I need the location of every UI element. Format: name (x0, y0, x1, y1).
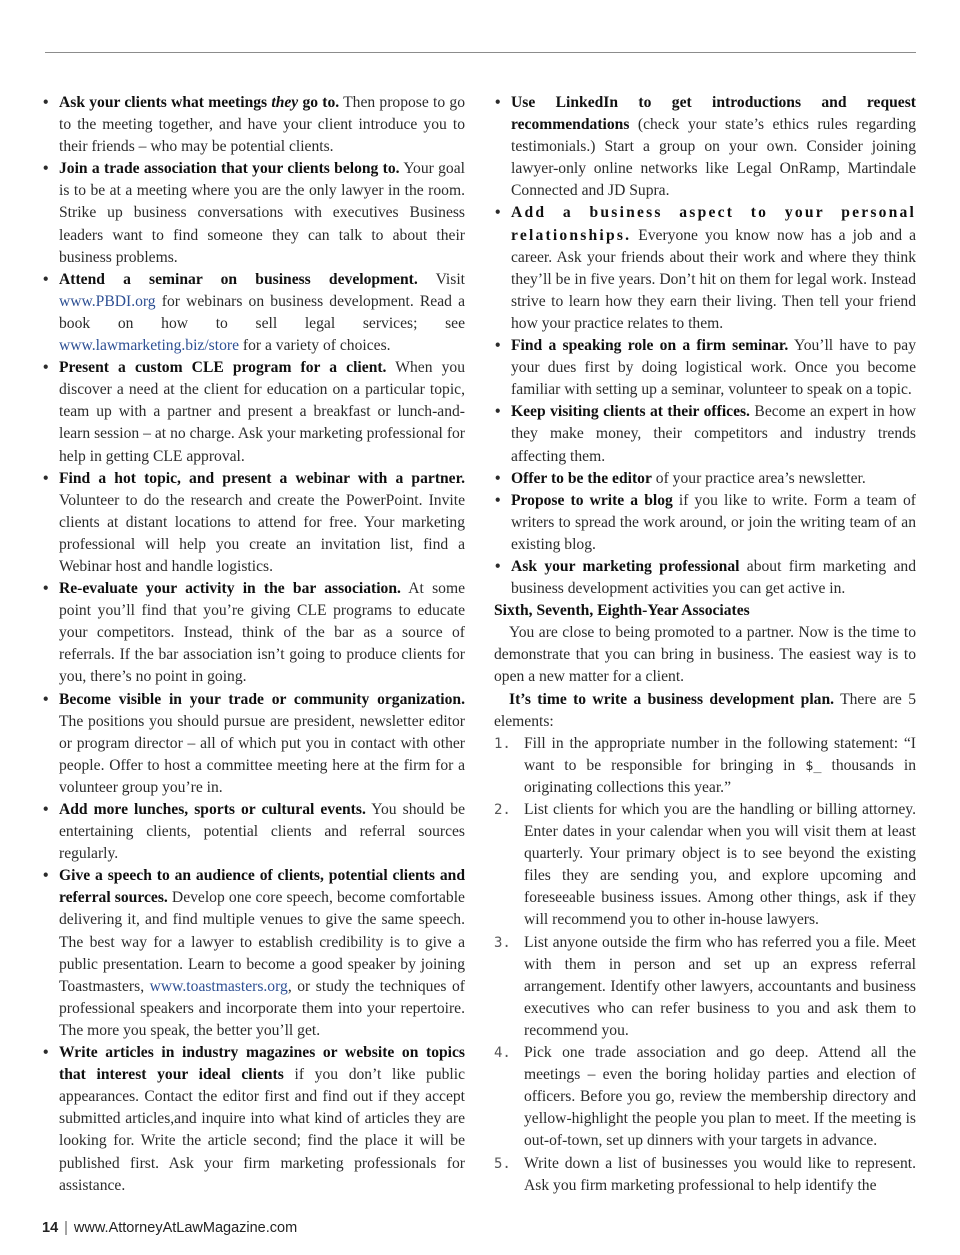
item-text: Develop one core speech, become comfortable delivering it, and find multiple venues to give the same speech. The best way for a lawyer to establish credibility is to give a public presentation. Learn to become a good speaker by joining Toastmasters, (59, 889, 465, 995)
bullet-icon: • (43, 94, 49, 111)
list-item (494, 202, 916, 335)
item-heading-emphasis: they (271, 94, 299, 111)
step-text: thousands in originating collections this year.” (524, 756, 916, 796)
plan-heading: It’s time to write a business development plan. (509, 690, 835, 708)
list-item (42, 1042, 465, 1197)
item-text: Everyone you know now has a job and a career. Ask your friends about their work and where they think they’ll be in five years. Don’t hit on them for legal work. Instead strive to learn how they earn their living. Then tell your friend how your practice relates to them. (511, 226, 916, 332)
list-item (494, 401, 916, 467)
plan-step (494, 799, 916, 932)
bullet-icon: • (495, 403, 501, 421)
step-number: 2. (494, 802, 511, 818)
bullet-icon: • (495, 337, 501, 355)
list-item (42, 158, 465, 268)
item-text: for a variety of choices. (239, 337, 391, 355)
item-text: Then propose to go to the meeting together, and have your client introduce you to their friends – who may be potential clients. (59, 94, 465, 156)
item-heading: Find a speaking role on a firm seminar. (511, 337, 789, 355)
bullet-icon: • (43, 867, 49, 885)
step-number: 5. (494, 1155, 511, 1172)
step-text: List anyone outside the firm who has referred you a file. Meet with them in person and set up an express referral arrangement. Identify other lawyers, accountants and business executives who can refer business to you and ask them to recommend you. (524, 933, 916, 1039)
list-item (494, 468, 916, 490)
item-heading: Join a trade association that your clients belong to. (59, 160, 400, 178)
item-text: if you don’t like public appearances. Contact the editor first and find out if they accept submitted articles,and inquire into what kind of articles they are looking for. Write the article second; find the place it will be published first. Ask your firm marketing professionals for assistance. (59, 1066, 466, 1194)
right-column (494, 92, 916, 1197)
item-heading: Keep visiting clients at their offices. (511, 403, 750, 421)
plan-step (494, 932, 916, 1042)
header-rule (45, 52, 916, 53)
left-column (42, 92, 465, 1197)
list-item (42, 357, 465, 467)
list-item (494, 335, 916, 401)
item-heading: Re-evaluate your activity in the bar association. (59, 580, 401, 598)
item-text: At some point you’ll find that you’re giving CLE programs to educate your competitors. Instead, think of the bar as a source of referrals. If the bar association isn’t going to produce clients for you, there’s no point in going. (59, 580, 465, 686)
item-text: The positions you should pursue are president, newsletter editor or program director – all of which put you in contact with other people. Offer to host a committee meeting here at the firm for a volunteer group you’re in. (59, 712, 465, 796)
pbdi-link[interactable]: www.PBDI.org (59, 292, 156, 310)
plan-step (494, 1153, 916, 1197)
plan-paragraph (494, 689, 916, 733)
bullet-icon: • (495, 469, 501, 487)
item-heading: Use LinkedIn to get introductions and request recommendations (511, 94, 916, 134)
step-blank: $_ (805, 757, 822, 774)
list-item (42, 269, 465, 357)
bullet-icon: • (495, 204, 501, 222)
item-text: You should be entertaining clients, potential clients and referral sources regularly. (59, 801, 465, 863)
list-item (42, 468, 465, 578)
bullet-icon: • (495, 94, 501, 111)
item-heading: Add more lunches, sports or cultural events. (59, 801, 366, 818)
item-text: about firm marketing and business development activities you can get active in. (511, 557, 916, 598)
lawmarketing-store-link[interactable]: www.lawmarketing.biz/store (59, 337, 239, 355)
page-number: 14 (42, 1220, 59, 1236)
item-text: if you like to write. Form a team of writers to spread the work around, or join the writing team of an existing blog. (511, 491, 917, 553)
step-text: Write down a list of businesses you would like to represent. Ask you firm marketing professional to help identify the (524, 1154, 916, 1194)
step-number: 1. (494, 735, 511, 752)
item-heading: Write articles in industry magazines or website on topics that interest your ideal clients (59, 1044, 465, 1084)
section-heading (494, 600, 916, 622)
bullet-icon: • (43, 160, 49, 178)
item-heading: Ask your marketing professional (511, 557, 740, 575)
item-text: Become an expert in how they make money, their competitors and industry trends affecting them. (511, 403, 916, 465)
plan-step (494, 1042, 916, 1152)
item-text: Your goal is to be at a meeting where you are the only lawyer in the room. Strike up business conversations with executives Business leaders want to find someone they can talk to about their business problems. (59, 160, 465, 266)
item-heading: Attend a seminar on business development. (59, 270, 418, 288)
item-text: Volunteer to do the research and create the PowerPoint. Invite clients at distant locations to attend for free. Your marketing professional will help you create an invitation list, find a Webinar host and handle logistics. (59, 491, 465, 575)
bullet-icon: • (43, 1044, 49, 1062)
list-item (42, 578, 465, 688)
item-text: of your practice area’s newsletter. (651, 469, 866, 487)
step-text: Pick one trade association and go deep. Attend all the meetings – even the boring holiday parties and election of officers. Before you go, review the membership directory and yellow-highlight the people you plan to meet. If the meeting is out-of-town, set up dinners with your targets in advance. (524, 1044, 916, 1150)
step-text: Fill in the appropriate number in the following statement: “I want to be responsible for bringing in (524, 734, 916, 774)
item-heading: Ask your clients what meetings (59, 94, 272, 111)
bullet-icon: • (43, 469, 49, 487)
list-item (42, 92, 465, 158)
intro-paragraph: You are close to being promoted to a partner. Now is the time to demonstrate that you can bring in business. The easiest way is to open a new matter for a client. (494, 624, 916, 686)
item-text: When you discover a need at the client for education on a particular topic, team up with a partner and present a breakfast or lunch-and-learn session – at no charge. Ask your marketing professional for help in getting CLE approval. (59, 359, 465, 465)
bullet-icon: • (43, 580, 49, 598)
step-number: 4. (494, 1045, 511, 1062)
bullet-icon: • (43, 270, 49, 288)
footer-separator: | (64, 1220, 68, 1236)
plan-step (494, 733, 916, 799)
list-item (42, 865, 465, 1042)
list-item (494, 92, 916, 202)
item-heading: Find a hot topic, and present a webinar with a partner. (59, 469, 465, 487)
bullet-icon: • (495, 557, 501, 575)
item-text: Visit (417, 270, 465, 288)
item-text: (check your state’s ethics rules regarding testimonials.) Start a group on your own. Consider joining lawyer-only online networks like Legal OnRamp, Martindale Connected and JD Supra. (511, 116, 916, 200)
item-heading-end: go to. (298, 94, 340, 111)
list-item (42, 689, 465, 799)
item-heading: Add a business aspect to your personal relationships. (511, 204, 916, 244)
bullet-icon: • (43, 690, 49, 708)
item-heading: Give a speech to an audience of clients, potential clients and referral sources. (59, 867, 465, 907)
item-heading: Become visible in your trade or community organization. (59, 690, 465, 708)
section-heading-text: Sixth, Seventh, Eighth-Year Associates (494, 602, 750, 620)
list-item (494, 490, 916, 556)
item-heading: Propose to write a blog (511, 491, 673, 509)
item-text: You’ll have to pay your dues first by doing logistical work. Once you become familiar with setting up a seminar, volunteer to speak on a topic. (511, 337, 916, 399)
plan-text: There are 5 elements: (494, 690, 917, 730)
item-heading: Offer to be the editor (511, 469, 652, 487)
list-item (494, 556, 916, 600)
step-text: List clients for which you are the handling or billing attorney. Enter dates in your calendar when you will visit them at least quarterly. Your primary object is to see beyond the existing files they are sending you, and explore upcoming and foreseeable business issues. Among other things, ask if they will recommend you to other in-house lawyers. (524, 801, 916, 929)
item-text: for webinars on business development. Read a book on how to sell legal services; see (59, 292, 465, 332)
page-footer (42, 1220, 297, 1236)
item-heading: Present a custom CLE program for a client. (59, 359, 387, 377)
bullet-icon: • (495, 491, 501, 509)
bullet-icon: • (43, 359, 49, 377)
step-number: 3. (494, 934, 511, 951)
bullet-icon: • (43, 801, 49, 818)
footer-site-link[interactable]: www.AttorneyAtLawMagazine.com (73, 1220, 298, 1236)
item-text: , or study the techniques of professional speakers and incorporate them into your repertoire. The more you speak, the better you’ll get. (59, 977, 465, 1039)
list-item (42, 799, 465, 865)
toastmasters-link[interactable]: www.toastmasters.org (149, 977, 288, 995)
